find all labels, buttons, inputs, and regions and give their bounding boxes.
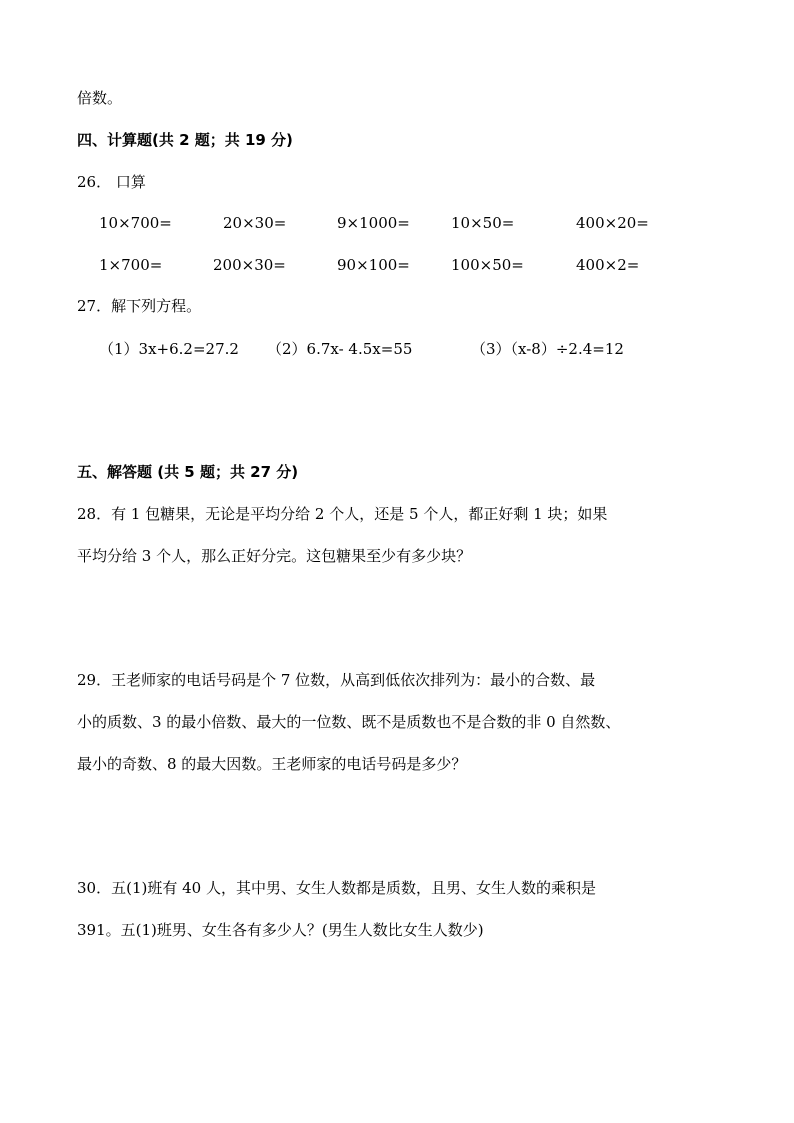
equation-3: （3）（x-8）÷2.4=12 <box>471 340 624 358</box>
q26-item: 90×100= <box>337 256 410 274</box>
q28-line1: 28．有 1 包糖果，无论是平均分给 2 个人，还是 5 个人，都正好剩 1 块；如果 <box>77 505 608 523</box>
q26-item: 10×700= <box>99 214 172 232</box>
q28-line2: 平均分给 3 个人，那么正好分完。这包糖果至少有多少块？ <box>77 547 472 565</box>
section4-title: 四、计算题(共 2 题；共 19 分) <box>77 131 293 149</box>
section5-title: 五、解答题 (共 5 题；共 27 分) <box>77 463 299 481</box>
intro-tail-text: 倍数。 <box>77 89 123 107</box>
q26-item: 20×30= <box>223 214 287 232</box>
q26-item: 1×700= <box>99 256 163 274</box>
q26-label: 26． 口算 <box>77 173 146 191</box>
q26-item: 10×50= <box>451 214 515 232</box>
q26-item: 200×30= <box>213 256 286 274</box>
q26-item: 9×1000= <box>337 214 410 232</box>
q26-item: 400×20= <box>576 214 649 232</box>
equation-1: （1）3x+6.2=27.2 <box>99 340 239 358</box>
q26-item: 400×2= <box>576 256 640 274</box>
q29-line2: 小的质数、3 的最小倍数、最大的一位数、既不是质数也不是合数的非 0 自然数、 <box>77 713 621 731</box>
q30-line1: 30．五(1)班有 40 人，其中男、女生人数都是质数，且男、女生人数的乘积是 <box>77 879 596 897</box>
q30-line2: 391。五(1)班男、女生各有多少人？(男生人数比女生人数少) <box>77 921 484 939</box>
q27-label: 27．解下列方程。 <box>77 297 202 315</box>
q29-line1: 29．王老师家的电话号码是个 7 位数，从高到低依次排列为：最小的合数、最 <box>77 671 596 689</box>
equation-2: （2）6.7x- 4.5x=55 <box>267 340 413 358</box>
q26-item: 100×50= <box>451 256 524 274</box>
q29-line3: 最小的奇数、8 的最大因数。王老师家的电话号码是多少？ <box>77 755 467 773</box>
